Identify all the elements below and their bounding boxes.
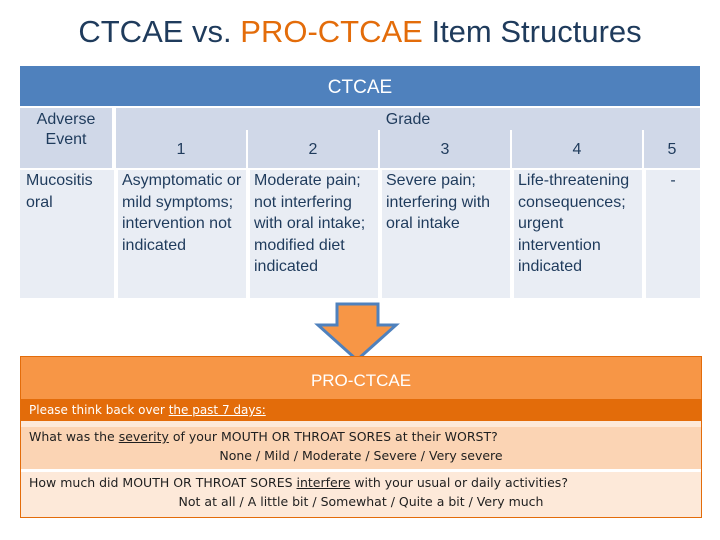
grade-3-cell: Severe pain; interfering with oral intake: [382, 170, 510, 298]
grade-label: Grade: [385, 111, 431, 128]
title-rest: Item Structures: [422, 14, 642, 49]
q2-suffix: with your usual or daily activities?: [350, 475, 568, 490]
instruction-band: [21, 399, 701, 421]
grade-2-header: 2: [248, 130, 378, 168]
adverse-event-label: Adverse Event: [36, 111, 96, 148]
instruction-period: the past 7 days:: [168, 403, 266, 417]
q2-options: Not at all / A little bit / Somewhat / Quite a bit / Very much: [178, 494, 544, 509]
q1-keyword: severity: [118, 429, 169, 444]
grade-5-header: 5: [644, 130, 700, 168]
q2-prefix: How much did MOUTH OR THROAT SORES: [29, 475, 297, 490]
grade-1-header: 1: [116, 130, 246, 168]
pro-ctcae-panel: [20, 356, 702, 518]
grade-3-header: 3: [380, 130, 510, 168]
question-divider: [21, 469, 701, 472]
q2-keyword: interfere: [296, 475, 351, 490]
event-cell: Mucositis oral: [20, 170, 114, 298]
grade-2-cell: Moderate pain; not interfering with oral intake; modified diet indicated: [250, 170, 378, 298]
severity-question: [21, 427, 701, 469]
q1-prefix: What was the: [29, 429, 119, 444]
title-accent: PRO-CTCAE: [240, 14, 423, 49]
grade-4-cell: Life-threatening consequences; urgent intervention indicated: [514, 170, 642, 298]
instruction-prefix: Please think back over: [29, 403, 169, 417]
grade-4-header: 4: [512, 130, 642, 168]
pro-ctcae-header: PRO-CTCAE: [21, 357, 701, 399]
q1-suffix: of your MOUTH OR THROAT SORES at their WORST?: [168, 429, 498, 444]
title-main: CTCAE vs.: [78, 14, 241, 49]
interference-question: [21, 473, 701, 515]
grade-1-cell: Asymptomatic or mild symptoms; intervention not indicated: [118, 170, 246, 298]
grade-5-cell: -: [646, 170, 700, 298]
q1-options: None / Mild / Moderate / Severe / Very severe: [219, 448, 503, 463]
ctcae-header: CTCAE: [20, 66, 700, 106]
